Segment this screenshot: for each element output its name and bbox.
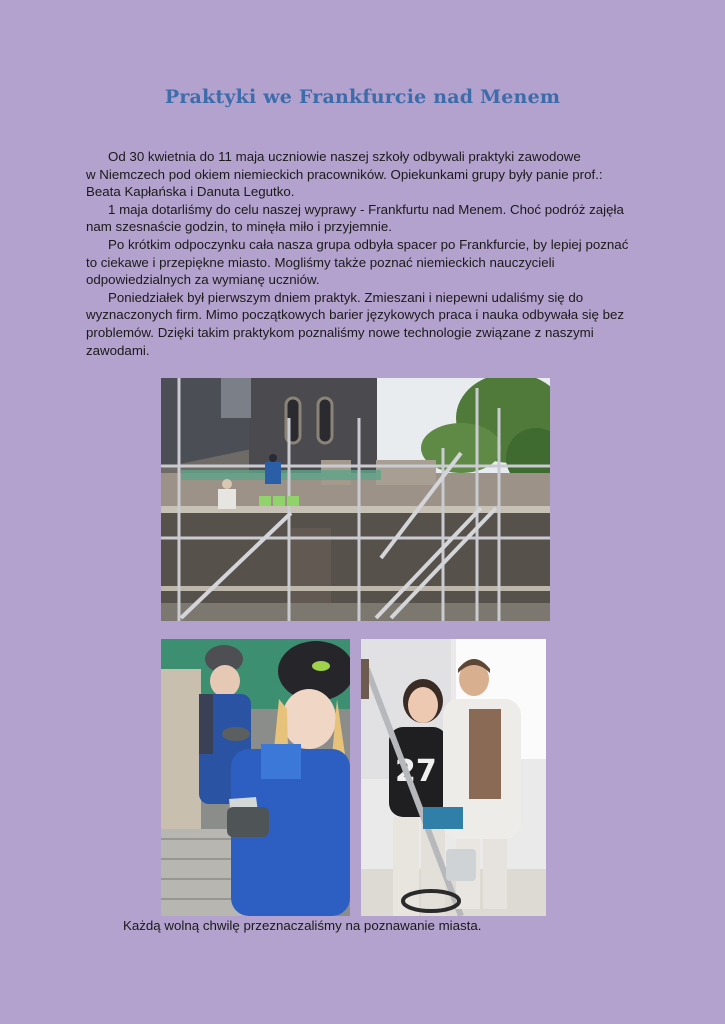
scaffolding-photo (161, 378, 550, 621)
page-title: Praktyki we Frankfurcie nad Menem (164, 86, 561, 108)
article-body (86, 148, 634, 359)
paragraph-2: w Niemczech pod okiem niemieckich pracowników. Opiekunkami grupy były panie prof.: Beata Kapłańska i Danuta Legutko. (86, 166, 603, 200)
paragraph-4: Po krótkim odpoczynku cała nasza grupa odbyła spacer po Frankfurcie, by lepiej poznać to ciekawe i przepiękne miasto. Mogliśmy także poznać niemieckich nauczycieli odpowiedzialnych za wymianę uczniów. (86, 236, 629, 288)
students-painting-photo (361, 639, 546, 916)
paragraph-1: Od 30 kwietnia do 11 maja uczniowie naszej szkoły odbywali praktyki zawodowe (108, 149, 581, 164)
paragraph-5: Poniedziałek był pierwszym dniem praktyk. Zmieszani i niepewni udaliśmy się do wyznaczonych firm. Mimo początkowych barier językowych praca i nauka odbywała się bez problemów. Dzięki takim praktykom poznaliśmy nowe technologie związane z naszymi zawodami. (86, 289, 625, 358)
svg-text:27: 27 (395, 754, 437, 789)
photo-caption: Każdą wolną chwilę przeznaczaliśmy na poznawanie miasta. (123, 918, 482, 933)
students-workwear-photo (161, 639, 350, 916)
paragraph-3: 1 maja dotarliśmy do celu naszej wyprawy - Frankfurtu nad Menem. Choć podróż zajęła nam szesnaście godzin, to minęła miło i przyjemnie. (86, 201, 624, 235)
